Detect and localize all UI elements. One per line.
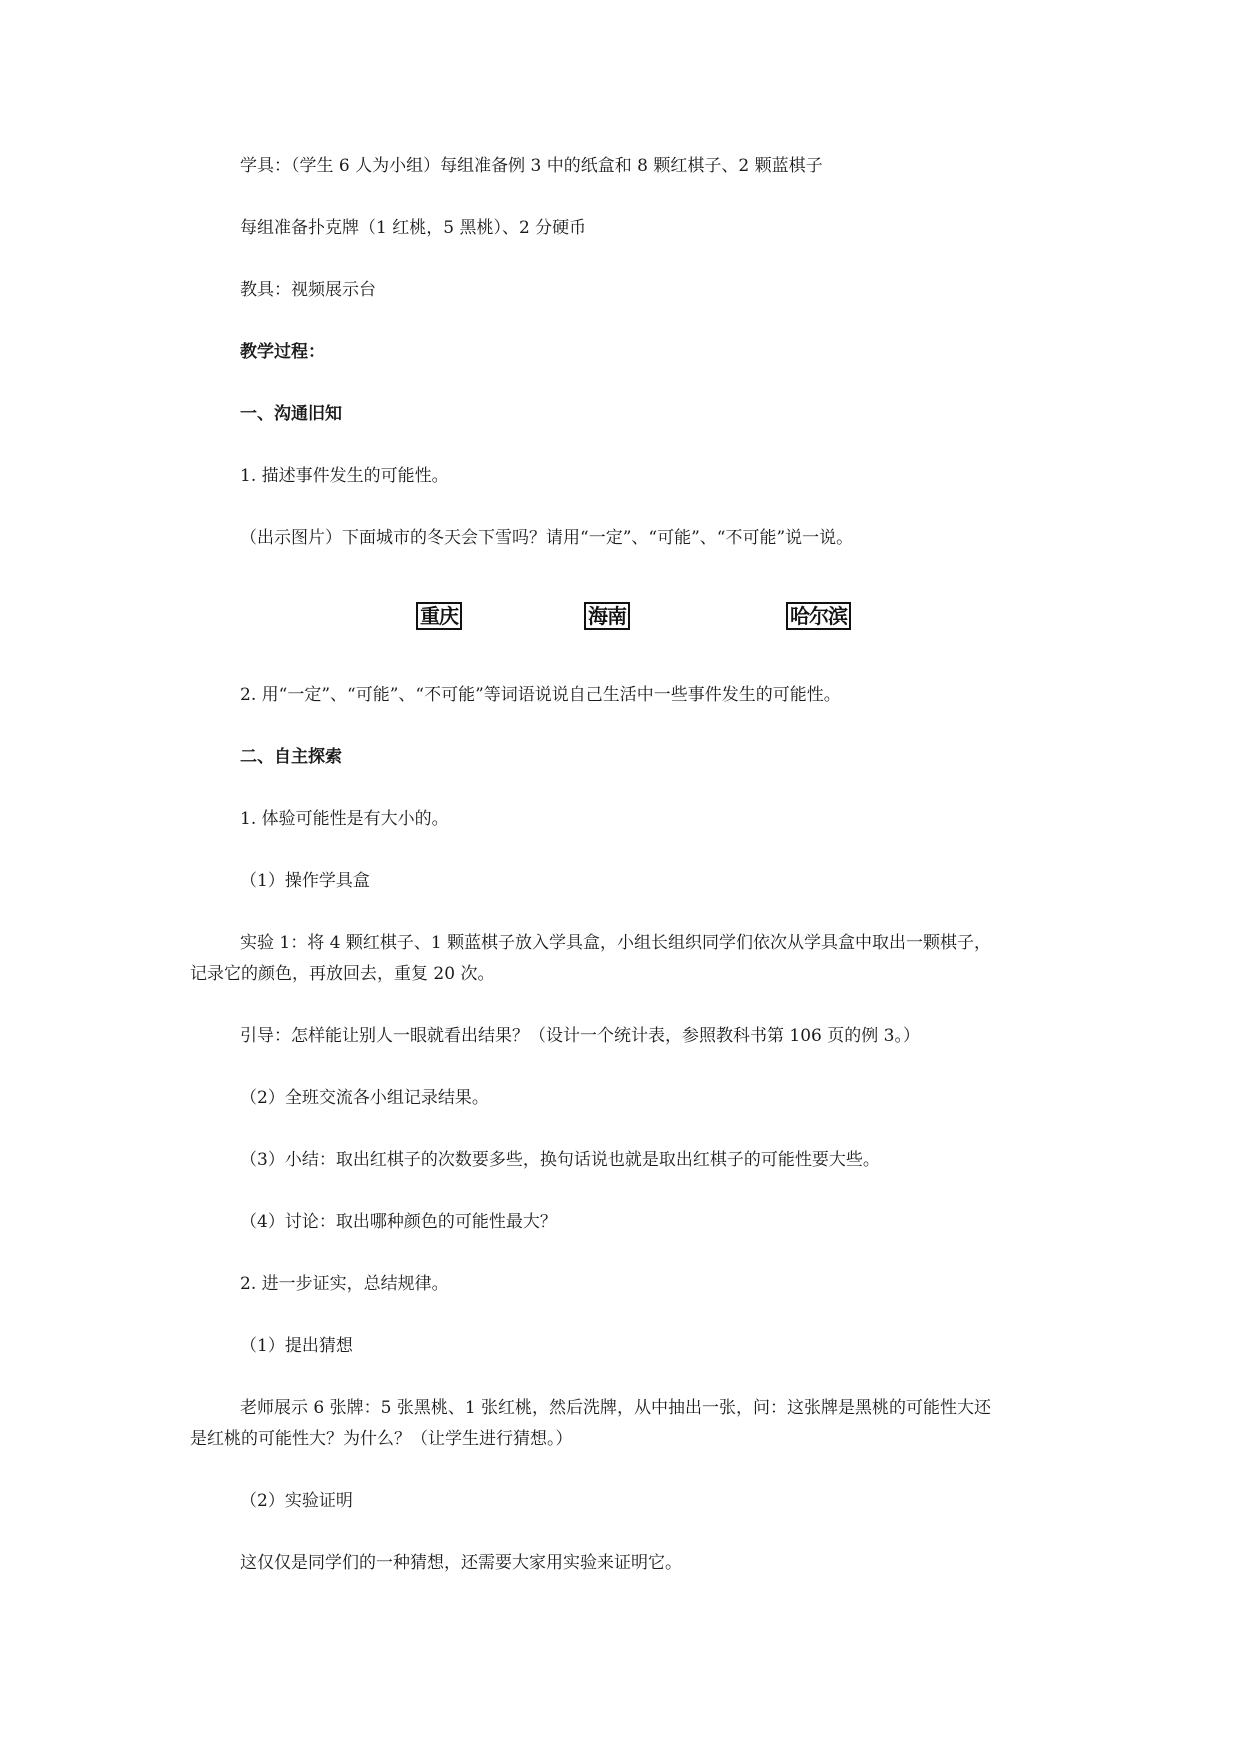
city-images: [0, 602, 1241, 632]
conclusion-text: 这仅仅是同学们的一种猜想，还需要大家用实验来证明它。: [240, 1553, 682, 1573]
section2-step2: （2）全班交流各小组记录结果。: [240, 1088, 489, 1108]
city-label-hainan: 海南: [584, 602, 630, 630]
materials-teacher: 教具：视频展示台: [240, 280, 376, 300]
process-heading: 教学过程：: [240, 342, 325, 362]
guide-text: 引导：怎样能让别人一眼就看出结果？（设计一个统计表，参照教科书第 106 页的例 3。）: [240, 1026, 920, 1046]
teacher-line-2: 是红桃的可能性大？为什么？（让学生进行猜想。）: [190, 1429, 573, 1449]
section2-sub1: （1）提出猜想: [240, 1336, 353, 1356]
section2-step1: （1）操作学具盒: [240, 871, 370, 891]
city-label-chongqing: 重庆: [416, 602, 462, 630]
section1-item1: 1. 描述事件发生的可能性。: [240, 466, 449, 486]
section1-item2: 2. 用“一定”、“可能”、“不可能”等词语说说自己生活中一些事件发生的可能性。: [240, 685, 841, 705]
experiment-line-2: 记录它的颜色，再放回去，重复 20 次。: [190, 964, 495, 984]
experiment-paragraph: [0, 933, 1241, 984]
section2-step3: （3）小结：取出红棋子的次数要多些，换句话说也就是取出红棋子的可能性要大些。: [240, 1150, 880, 1170]
teacher-paragraph: [0, 1398, 1241, 1449]
section2-sub2: （2）实验证明: [240, 1491, 353, 1511]
section2-item1: 1. 体验可能性是有大小的。: [240, 809, 449, 829]
materials-student: 学具：（学生 6 人为小组）每组准备例 3 中的纸盒和 8 颗红棋子、2 颗蓝棋子: [240, 156, 823, 176]
section2-step4: （4）讨论：取出哪种颜色的可能性最大？: [240, 1212, 557, 1232]
section2-item2: 2. 进一步证实，总结规律。: [240, 1274, 449, 1294]
materials-cards: 每组准备扑克牌（1 红桃，5 黑桃）、2 分硬币: [240, 218, 587, 238]
section2-heading: 二、自主探索: [240, 747, 342, 767]
city-label-harbin: 哈尔滨: [786, 602, 851, 630]
teacher-line-1: 老师展示 6 张牌：5 张黑桃、1 张红桃，然后洗牌，从中抽出一张，问：这张牌是黑桃的可能性大还: [240, 1398, 992, 1418]
section1-prompt: （出示图片）下面城市的冬天会下雪吗？请用“一定”、“可能”、“不可能”说一说。: [240, 528, 854, 548]
experiment-line-1: 实验 1：将 4 颗红棋子、1 颗蓝棋子放入学具盒，小组长组织同学们依次从学具盒中取出一颗棋子，: [240, 933, 992, 953]
section1-heading: 一、沟通旧知: [240, 404, 342, 424]
